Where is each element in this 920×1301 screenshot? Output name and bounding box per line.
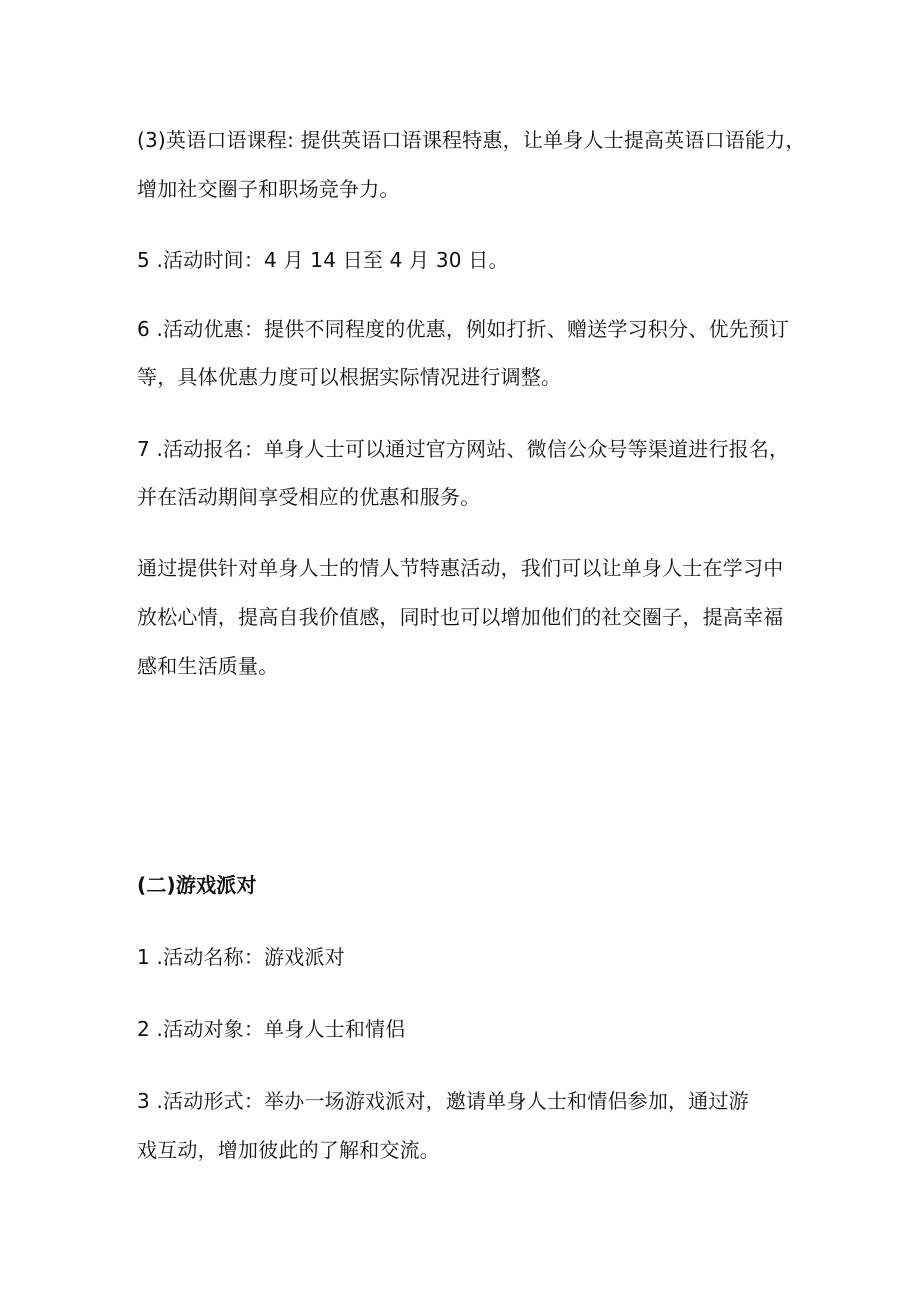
paragraph-line: 戏互动，增加彼此的了解和交流。 xyxy=(137,1138,440,1162)
summary-paragraph-line: 感和生活质量。 xyxy=(137,654,279,678)
list-item-activity-name: 1 .活动名称：游戏派对 xyxy=(137,945,345,969)
summary-paragraph-line: 放松心情，提高自我价值感，同时也可以增加他们的社交圈子，提高幸福 xyxy=(137,605,784,629)
summary-paragraph-line: 通过提供针对单身人士的情人节特惠活动，我们可以让单身人士在学习中 xyxy=(137,556,784,580)
paragraph-line: 增加社交圈子和职场竞争力。 xyxy=(137,177,400,201)
list-item-activity-audience: 2 .活动对象：单身人士和情侣 xyxy=(137,1017,406,1041)
section-heading: (二)游戏派对 xyxy=(137,873,257,897)
list-item-activity-discount: 6 .活动优惠：提供不同程度的优惠，例如打折、赠送学习积分、优先预订 xyxy=(137,317,790,341)
list-item-activity-time: 5 .活动时间：4 月 14 日至 4 月 30 日。 xyxy=(137,248,509,272)
paragraph-line: 并在活动期间享受相应的优惠和服务。 xyxy=(137,485,481,509)
paragraph-line: (3)英语口语课程: 提供英语口语课程特惠，让单身人士提高英语口语能力， xyxy=(137,128,806,152)
list-item-activity-format: 3 .活动形式：举办一场游戏派对，邀请单身人士和情侣参加，通过游 xyxy=(137,1089,749,1113)
list-item-activity-signup: 7 .活动报名：单身人士可以通过官方网站、微信公众号等渠道进行报名， xyxy=(137,437,790,461)
paragraph-line: 等，具体优惠力度可以根据实际情况进行调整。 xyxy=(137,365,562,389)
